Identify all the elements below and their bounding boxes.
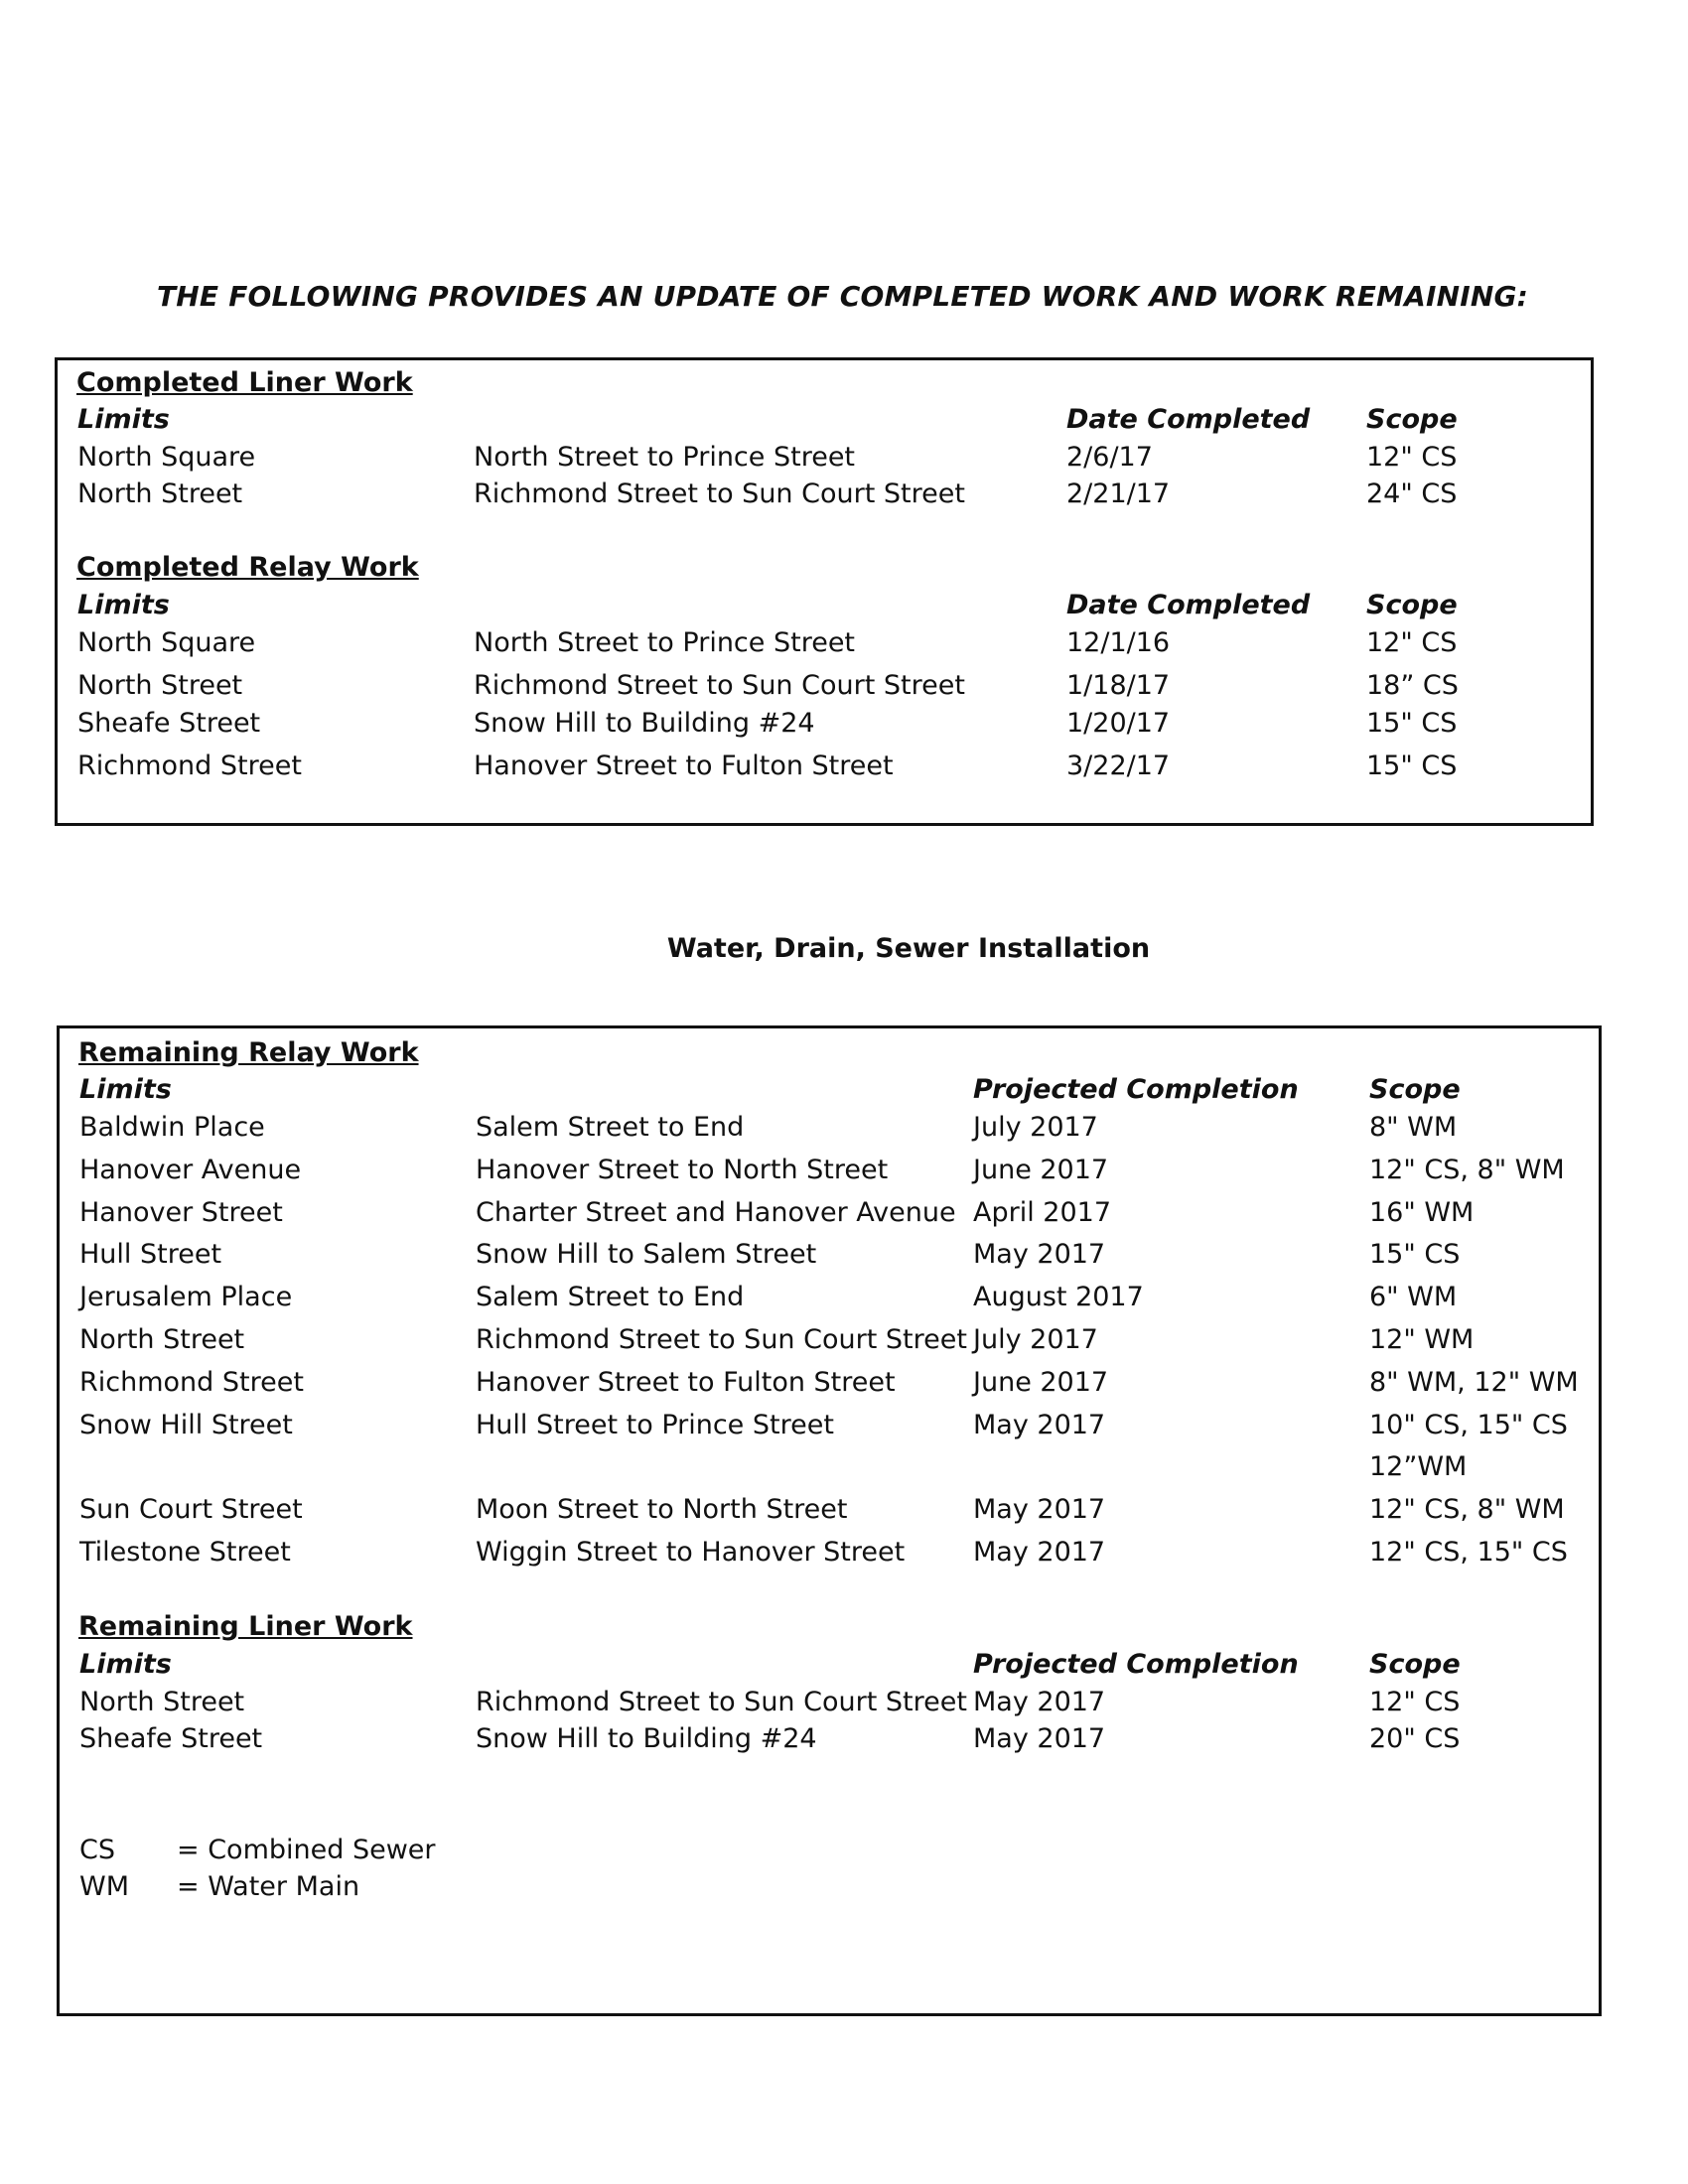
cell-extent: Richmond Street to Sun Court Street [476,1687,967,1717]
cell-scope: 12" CS, 8" WM [1369,1155,1565,1185]
cell-extent: Hanover Street to North Street [476,1155,889,1185]
cell-extent: North Street to Prince Street [474,442,856,473]
cell-street: North Street [79,1687,245,1717]
cell-date: June 2017 [973,1367,1109,1398]
cell-extent: Salem Street to End [476,1282,745,1312]
cell-date: May 2017 [973,1410,1106,1440]
cell-date: 12/1/16 [1066,627,1171,658]
cell-scope: 12" CS, 8" WM [1369,1494,1565,1525]
cell-scope: 18” CS [1366,670,1459,701]
cell-extent: Snow Hill to Salem Street [476,1239,817,1270]
header-scope: Scope [1366,404,1458,435]
cell-street: Jerusalem Place [79,1282,293,1312]
cell-street: Baldwin Place [79,1112,265,1143]
cell-extent: Hanover Street to Fulton Street [474,751,894,781]
cell-street: Snow Hill Street [79,1410,293,1440]
cell-scope: 8" WM [1369,1112,1458,1143]
cell-date: May 2017 [973,1723,1106,1754]
cell-extent: Richmond Street to Sun Court Street [474,670,965,701]
cell-extent: Snow Hill to Building #24 [476,1723,817,1754]
cell-scope: 24" CS [1366,478,1458,509]
cell-scope: 12" WM [1369,1324,1475,1355]
cell-scope: 12”WM [1369,1451,1468,1482]
cell-date: May 2017 [973,1494,1106,1525]
cell-extent: North Street to Prince Street [474,627,856,658]
cell-date: 2/21/17 [1066,478,1171,509]
cell-street: Hanover Street [79,1197,283,1228]
remaining-relay-title: Remaining Relay Work [78,1037,419,1068]
header-scope: Scope [1366,590,1458,620]
cell-date: July 2017 [973,1324,1098,1355]
cell-scope: 12" CS [1366,627,1458,658]
cell-extent: Snow Hill to Building #24 [474,708,815,739]
cell-extent: Charter Street and Hanover Avenue [476,1197,956,1228]
header-date: Date Completed [1066,404,1311,435]
cell-scope: 8" WM, 12" WM [1369,1367,1579,1398]
header-date: Projected Completion [973,1074,1299,1105]
header-limits: Limits [77,590,170,620]
cell-street: North Square [77,442,256,473]
cell-scope: 12" CS [1366,442,1458,473]
header-scope: Scope [1369,1074,1461,1105]
cell-street: North Street [77,478,243,509]
cell-scope: 6" WM [1369,1282,1458,1312]
cell-street: North Square [77,627,256,658]
cell-date: 1/20/17 [1066,708,1171,739]
cell-date: May 2017 [973,1687,1106,1717]
legend-abbreviation: WM [79,1871,129,1902]
cell-street: Sheafe Street [77,708,261,739]
header-date: Projected Completion [973,1649,1299,1680]
cell-extent: Salem Street to End [476,1112,745,1143]
legend-definition: = Water Main [177,1871,360,1902]
cell-street: Sheafe Street [79,1723,263,1754]
header-limits: Limits [77,404,170,435]
cell-scope: 15" CS [1366,751,1458,781]
cell-date: 1/18/17 [1066,670,1171,701]
cell-scope: 15" CS [1366,708,1458,739]
cell-extent: Moon Street to North Street [476,1494,848,1525]
cell-extent: Hull Street to Prince Street [476,1410,834,1440]
remaining-liner-title: Remaining Liner Work [78,1611,413,1642]
cell-scope: 10" CS, 15" CS [1369,1410,1568,1440]
cell-street: North Street [77,670,243,701]
cell-street: Tilestone Street [79,1537,291,1568]
header-limits: Limits [79,1074,172,1105]
cell-date: July 2017 [973,1112,1098,1143]
cell-date: 2/6/17 [1066,442,1153,473]
header-scope: Scope [1369,1649,1461,1680]
cell-date: May 2017 [973,1239,1106,1270]
cell-street: Richmond Street [79,1367,304,1398]
cell-street: North Street [79,1324,245,1355]
cell-date: June 2017 [973,1155,1109,1185]
section-subheading: Water, Drain, Sewer Installation [666,933,1151,964]
cell-scope: 16" WM [1369,1197,1475,1228]
cell-extent: Hanover Street to Fulton Street [476,1367,896,1398]
cell-street: Richmond Street [77,751,302,781]
header-limits: Limits [79,1649,172,1680]
cell-date: August 2017 [973,1282,1144,1312]
cell-date: 3/22/17 [1066,751,1171,781]
legend-abbreviation: CS [79,1835,115,1865]
cell-date: May 2017 [973,1537,1106,1568]
cell-street: Sun Court Street [79,1494,303,1525]
completed-relay-title: Completed Relay Work [76,552,419,583]
cell-street: Hull Street [79,1239,222,1270]
cell-extent: Richmond Street to Sun Court Street [476,1324,967,1355]
cell-scope: 20" CS [1369,1723,1461,1754]
cell-scope: 12" CS [1369,1687,1461,1717]
cell-extent: Wiggin Street to Hanover Street [476,1537,906,1568]
cell-scope: 15" CS [1369,1239,1461,1270]
cell-extent: Richmond Street to Sun Court Street [474,478,965,509]
legend-definition: = Combined Sewer [177,1835,436,1865]
cell-street: Hanover Avenue [79,1155,302,1185]
cell-date: April 2017 [973,1197,1112,1228]
completed-liner-title: Completed Liner Work [76,367,413,398]
cell-scope: 12" CS, 15" CS [1369,1537,1568,1568]
page-heading: THE FOLLOWING PROVIDES AN UPDATE OF COMPLETED WORK AND WORK REMAINING: [157,280,1529,313]
header-date: Date Completed [1066,590,1311,620]
